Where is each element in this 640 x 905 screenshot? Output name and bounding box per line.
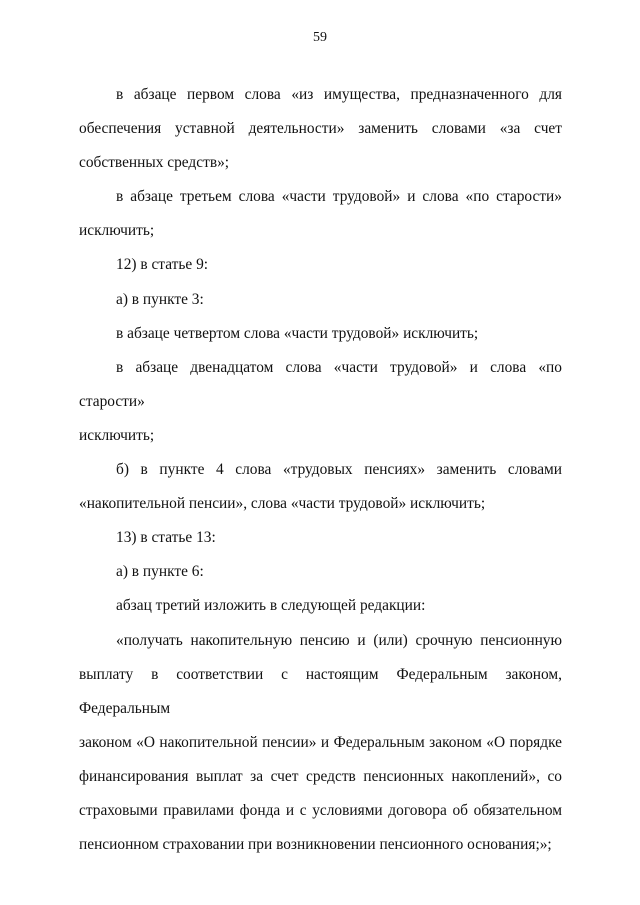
paragraph-line: «накопительной пенсии», слова «части трудовой» исключить; <box>79 495 486 513</box>
paragraph <box>79 180 562 248</box>
paragraph-line: финансирования выплат за счет средств пенсионных накоплений», со <box>79 767 562 785</box>
paragraph-line: выплату в соответствии с настоящим Федеральным законом, Федеральным <box>79 665 562 717</box>
paragraph-line: 13) в статье 13: <box>116 529 216 547</box>
paragraph-line: собственных средств»; <box>79 154 230 172</box>
paragraph-line: обеспечения уставной деятельности» заменить словами «за счет <box>79 120 562 138</box>
paragraph-line: в абзаце двенадцатом слова «части трудовой» и слова «по старости» <box>79 358 562 410</box>
paragraph-line: страховыми правилами фонда и с условиями договора об обязательном <box>79 801 562 819</box>
paragraph <box>79 248 562 282</box>
page-number: 59 <box>313 30 327 45</box>
paragraph-line: в абзаце третьем слова «части трудовой» и слова «по старости» <box>116 188 562 206</box>
paragraph-line: пенсионном страховании при возникновении пенсионного основания;»; <box>79 836 552 854</box>
paragraph-line: исключить; <box>79 222 155 240</box>
paragraph <box>79 78 562 180</box>
paragraph <box>79 317 562 351</box>
paragraph-line: абзац третий изложить в следующей редакции: <box>116 597 426 615</box>
paragraph <box>79 555 562 589</box>
paragraph-line: в абзаце первом слова «из имущества, предназначенного для <box>116 86 562 103</box>
paragraph <box>79 283 562 317</box>
paragraph <box>79 453 562 521</box>
paragraph-line: исключить; <box>79 426 155 444</box>
paragraph <box>79 351 562 453</box>
paragraph <box>79 589 562 623</box>
paragraph-line: «получать накопительную пенсию и (или) срочную пенсионную <box>116 631 562 649</box>
document-body <box>79 78 562 862</box>
paragraph-line: в абзаце четвертом слова «части трудовой» исключить; <box>116 324 479 342</box>
paragraph-line: а) в пункте 6: <box>116 563 204 581</box>
paragraph-line: 12) в статье 9: <box>116 256 209 274</box>
paragraph <box>79 624 562 863</box>
paragraph-line: а) в пункте 3: <box>116 290 204 308</box>
paragraph-line: законом «О накопительной пенсии» и Федеральным законом «О порядке <box>79 733 562 751</box>
paragraph-line: б) в пункте 4 слова «трудовых пенсиях» заменить словами <box>116 461 562 479</box>
paragraph <box>79 521 562 555</box>
